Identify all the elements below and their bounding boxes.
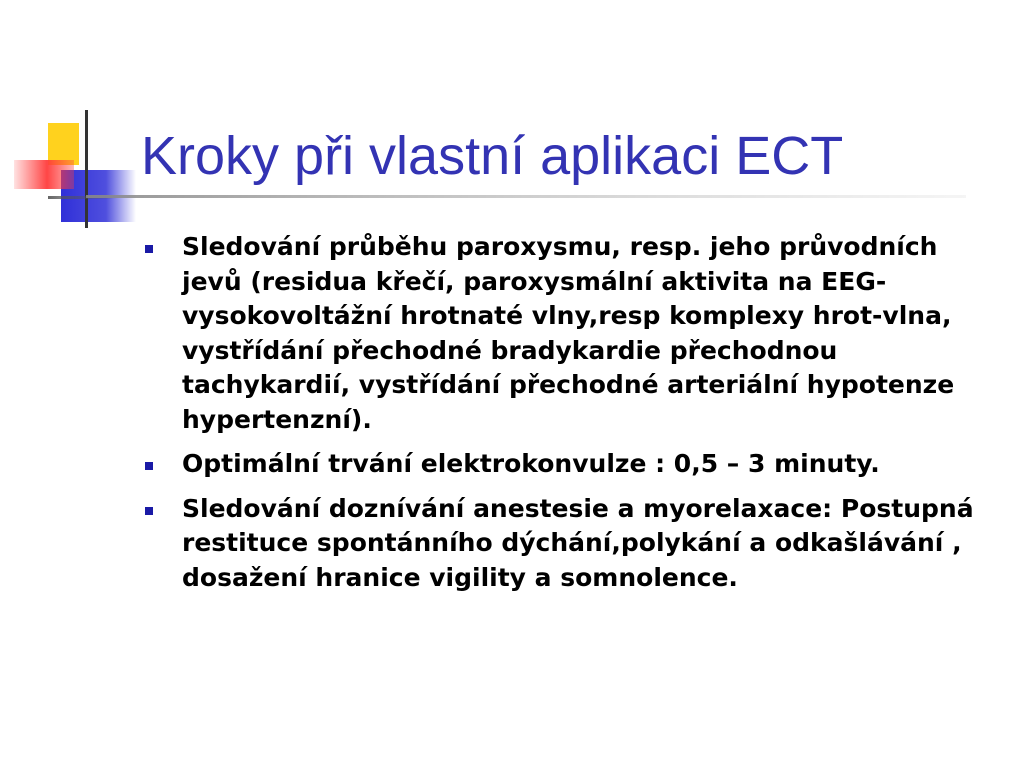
bullet-item xyxy=(145,230,1005,437)
title-divider xyxy=(86,195,966,198)
square-bullet-icon xyxy=(145,245,153,253)
bullet-item xyxy=(145,447,1005,482)
deco-red-bar xyxy=(14,160,74,189)
square-bullet-icon xyxy=(145,462,153,470)
bullet-text: Optimální trvání elektrokonvulze : 0,5 – 3 minuty. xyxy=(182,449,880,478)
bullet-text: Sledování průběhu paroxysmu, resp. jeho průvodních jevů (residua křečí, paroxysmální aktivita na EEG- vysokovoltážní hrotnaté vlny,resp komplexy hrot-vlna, vystřídání přechodné bradykardie přechodnou tachykardií, vystřídání přechodné arteriální hypotenze hypertenzní). xyxy=(182,232,955,434)
square-bullet-icon xyxy=(145,507,153,515)
corner-decoration xyxy=(0,0,160,240)
deco-vertical-line xyxy=(85,110,88,228)
slide-title: Kroky při vlastní aplikaci ECT xyxy=(141,126,844,186)
bullet-list xyxy=(145,230,1005,605)
deco-yellow-square xyxy=(48,123,79,165)
bullet-item xyxy=(145,492,1005,596)
bullet-text: Sledování doznívání anestesie a myorelaxace: Postupná restituce spontánního dýchání,polykání a odkašlávání , dosažení hranice vigility a somnolence. xyxy=(182,493,974,592)
